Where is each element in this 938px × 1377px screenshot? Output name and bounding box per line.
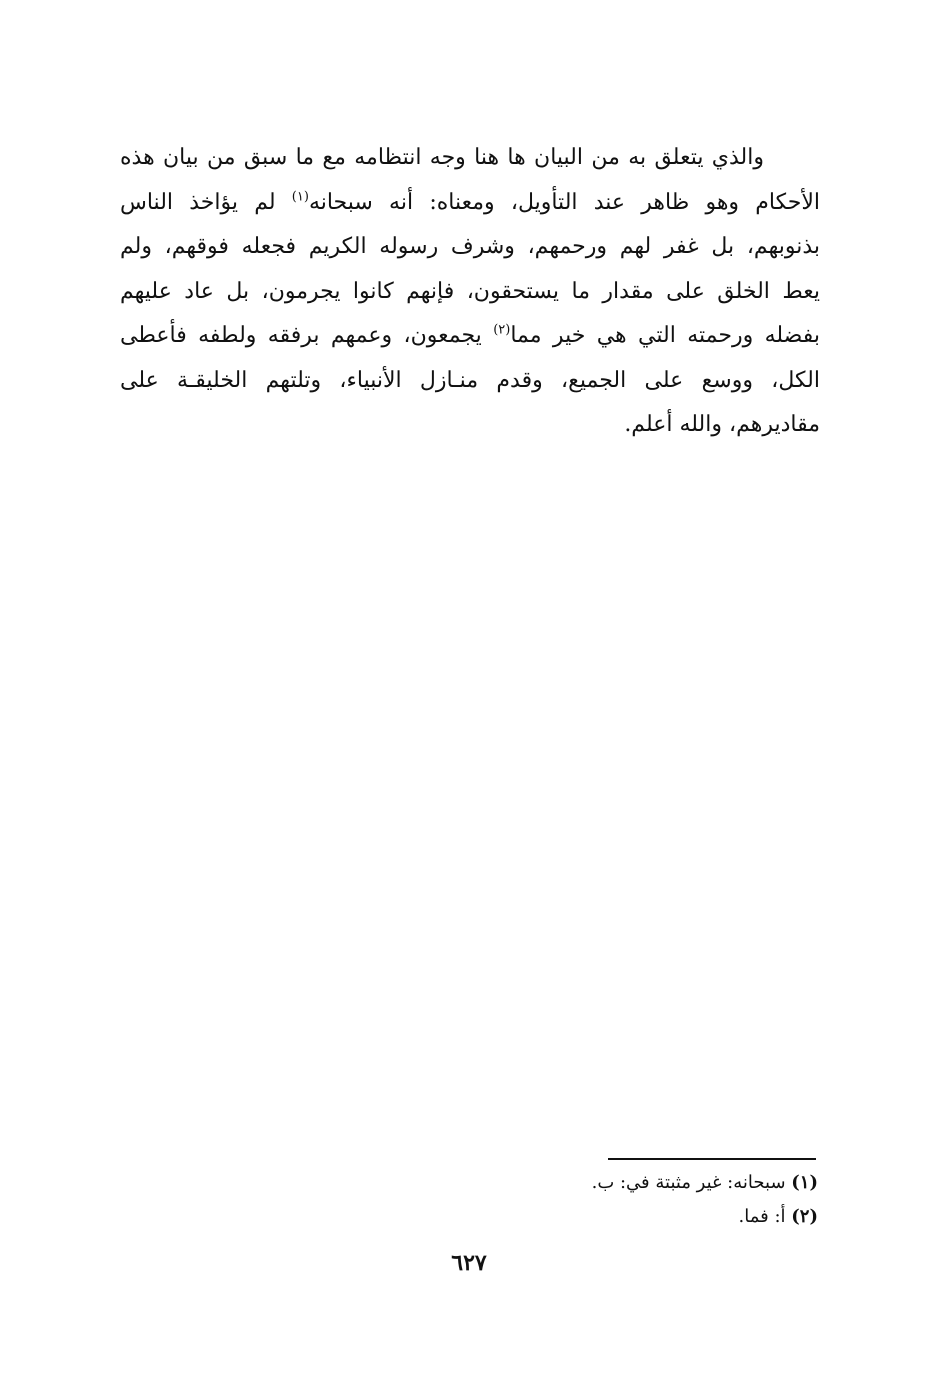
page-number: ٦٢٧	[451, 1250, 487, 1276]
footnote-ref-1[interactable]: (١)	[291, 189, 309, 205]
paragraph-line: يعط الخلق على مقدار ما يستحقون، فإنهم كانوا يجرمون، بل عاد عليهم	[120, 278, 820, 304]
footnote-number: (١)	[791, 1172, 818, 1193]
paragraph-line: والذي يتعلق به من البيان ها هنا وجه انتظامه مع ما سبق من بيان هذه	[120, 145, 764, 170]
footnote-text: سبحانه: غير مثبتة في: ب.	[591, 1172, 786, 1193]
paragraph-line: الكل، ووسع على الجميع، وقدم منـازل الأنبياء، وتلتهم الخليقـة على	[120, 367, 820, 393]
footnote-text: أ: فما.	[738, 1206, 786, 1227]
main-paragraph	[120, 136, 820, 448]
paragraph-line: بذنوبهم، بل غفر لهم ورحمهم، وشرف رسوله الكريم فجعله فوقهم، ولم	[120, 234, 820, 259]
line-text: لم يؤاخذ الناس	[120, 189, 276, 215]
paragraph-line	[120, 181, 820, 226]
paragraph-line	[120, 314, 820, 359]
footnote-separator	[608, 1158, 816, 1160]
footnotes	[378, 1166, 818, 1234]
line-text: يجمعون، وعمهم برفقه ولطفه فأعطى	[120, 323, 482, 348]
footnote-ref-2[interactable]: (٢)	[493, 322, 511, 338]
line-text: الأحكام وهو ظاهر عند التأويل، ومعناه: أنه سبحانه	[308, 189, 821, 215]
footnote-2	[378, 1200, 818, 1234]
footnote-number: (٢)	[791, 1206, 818, 1227]
footnote-1	[378, 1166, 818, 1200]
paragraph-line: مقاديرهم، والله أعلم.	[624, 412, 820, 437]
line-text: بفضله ورحمته التي هي خير مما	[510, 323, 820, 348]
